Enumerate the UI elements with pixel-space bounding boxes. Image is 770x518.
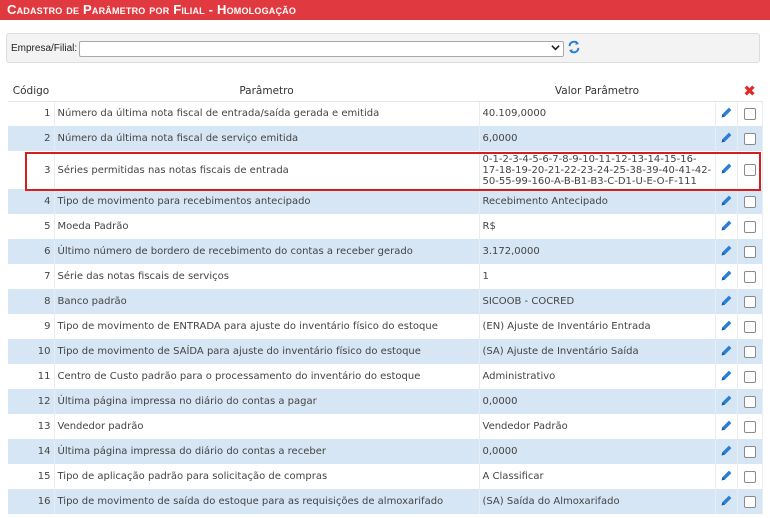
cell-code: 15: [8, 464, 54, 489]
cell-param: Moeda Padrão: [54, 214, 479, 239]
table-row: [8, 239, 762, 264]
table-row: [8, 264, 762, 289]
chevron-down-icon: [551, 42, 560, 57]
cell-code: 4: [8, 189, 54, 214]
edit-button[interactable]: [715, 464, 737, 489]
edit-button[interactable]: [715, 364, 737, 389]
edit-button[interactable]: [715, 189, 737, 214]
company-filter-select[interactable]: [79, 41, 564, 57]
parameters-table: [8, 81, 763, 514]
edit-button[interactable]: [715, 389, 737, 414]
edit-button[interactable]: [715, 126, 737, 151]
edit-button[interactable]: [715, 214, 737, 239]
delete-x-icon: ✖: [743, 81, 756, 100]
cell-code: 6: [8, 239, 54, 264]
cell-value: Recebimento Antecipado: [479, 189, 715, 214]
row-checkbox[interactable]: [744, 133, 756, 145]
table-row: [8, 126, 762, 151]
refresh-icon[interactable]: [566, 40, 582, 56]
edit-button[interactable]: [715, 439, 737, 464]
cell-value: R$: [479, 214, 715, 239]
cell-param: Banco padrão: [54, 289, 479, 314]
pencil-icon: [719, 344, 733, 358]
table-row: [8, 339, 762, 364]
cell-value: 0,0000: [479, 389, 715, 414]
cell-value: 0,0000: [479, 439, 715, 464]
table-row: [8, 364, 762, 389]
row-checkbox[interactable]: [744, 321, 756, 333]
table-row: [8, 289, 762, 314]
row-checkbox[interactable]: [744, 396, 756, 408]
row-checkbox[interactable]: [744, 108, 756, 120]
pencil-icon: [719, 162, 733, 176]
edit-button[interactable]: [715, 314, 737, 339]
cell-param: Tipo de aplicação padrão para solicitação de compras: [54, 464, 479, 489]
filter-bar: [6, 33, 760, 63]
cell-value: SICOOB - COCRED: [479, 289, 715, 314]
table-row: [8, 464, 762, 489]
pencil-icon: [719, 219, 733, 233]
cell-value: A Classificar: [479, 464, 715, 489]
cell-param: Tipo de movimento de SAÍDA para ajuste do inventário físico do estoque: [54, 339, 479, 364]
row-checkbox[interactable]: [744, 246, 756, 258]
table-row: [8, 214, 762, 239]
edit-button[interactable]: [715, 239, 737, 264]
pencil-icon: [719, 419, 733, 433]
cell-value: 0-1-2-3-4-5-6-7-8-9-10-11-12-13-14-15-16-17-18-19-20-21-22-23-24-25-38-39-40-41-42-50-55-99-160-A-B-B1-B3-C-D1-U-E-O-F-111: [479, 151, 715, 189]
cell-param: Tipo de movimento de ENTRADA para ajuste do inventário físico do estoque: [54, 314, 479, 339]
cell-value: (SA) Saída do Almoxarifado: [479, 489, 715, 514]
cell-param: Centro de Custo padrão para o processamento do inventário do estoque: [54, 364, 479, 389]
table-row: [8, 489, 762, 514]
column-header-value: Valor Parâmetro: [479, 81, 715, 101]
cell-value: 1: [479, 264, 715, 289]
edit-button[interactable]: [715, 101, 737, 126]
pencil-icon: [719, 319, 733, 333]
cell-value: (SA) Ajuste de Inventário Saída: [479, 339, 715, 364]
cell-code: 13: [8, 414, 54, 439]
row-checkbox[interactable]: [744, 164, 756, 176]
cell-value: Administrativo: [479, 364, 715, 389]
table-row: [8, 151, 762, 189]
cell-code: 12: [8, 389, 54, 414]
edit-button[interactable]: [715, 414, 737, 439]
company-filter-label: Empresa/Filial:: [11, 43, 78, 54]
cell-value: Vendedor Padrão: [479, 414, 715, 439]
cell-param: Último número de bordero de recebimento do contas a receber gerado: [54, 239, 479, 264]
cell-param: Séries permitidas nas notas fiscais de entrada: [54, 151, 479, 189]
cell-param: Última página impressa no diário do contas a pagar: [54, 389, 479, 414]
cell-value: 6,0000: [479, 126, 715, 151]
cell-param: Tipo de movimento para recebimentos antecipado: [54, 189, 479, 214]
column-header-param: Parâmetro: [54, 81, 479, 101]
row-checkbox[interactable]: [744, 296, 756, 308]
page-title: Cadastro de Parâmetro por Filial - Homologação: [0, 0, 770, 20]
edit-button[interactable]: [715, 264, 737, 289]
table-row: [8, 101, 762, 126]
table-row: [8, 189, 762, 214]
cell-value: 40.109,0000: [479, 101, 715, 126]
row-checkbox[interactable]: [744, 271, 756, 283]
pencil-icon: [719, 106, 733, 120]
pencil-icon: [719, 469, 733, 483]
pencil-icon: [719, 494, 733, 508]
table-row: [8, 389, 762, 414]
table-header-row: [8, 81, 762, 101]
table-row: [8, 314, 762, 339]
cell-code: 7: [8, 264, 54, 289]
pencil-icon: [719, 244, 733, 258]
edit-button[interactable]: [715, 289, 737, 314]
row-checkbox[interactable]: [744, 421, 756, 433]
cell-value: 3.172,0000: [479, 239, 715, 264]
cell-param: Vendedor padrão: [54, 414, 479, 439]
row-checkbox[interactable]: [744, 446, 756, 458]
cell-code: 11: [8, 364, 54, 389]
row-checkbox[interactable]: [744, 221, 756, 233]
pencil-icon: [719, 269, 733, 283]
cell-param: Última página impressa do diário do contas a receber: [54, 439, 479, 464]
pencil-icon: [719, 194, 733, 208]
cell-param: Tipo de movimento de saída do estoque para as requisições de almoxarifado: [54, 489, 479, 514]
column-header-code: Código: [8, 81, 54, 101]
cell-param: Número da última nota fiscal de entrada/saída gerada e emitida: [54, 101, 479, 126]
cell-code: 3: [8, 151, 54, 189]
cell-code: 8: [8, 289, 54, 314]
pencil-icon: [719, 294, 733, 308]
row-checkbox[interactable]: [744, 196, 756, 208]
cell-code: 1: [8, 101, 54, 126]
edit-button[interactable]: [715, 151, 737, 189]
cell-code: 10: [8, 339, 54, 364]
row-checkbox[interactable]: [744, 471, 756, 483]
edit-button[interactable]: [715, 339, 737, 364]
delete-selected-button[interactable]: [737, 81, 762, 101]
cell-param: Série das notas fiscais de serviços: [54, 264, 479, 289]
pencil-icon: [719, 131, 733, 145]
pencil-icon: [719, 369, 733, 383]
table-row: [8, 439, 762, 464]
cell-code: 16: [8, 489, 54, 514]
row-checkbox[interactable]: [744, 496, 756, 508]
cell-param: Número da última nota fiscal de serviço emitida: [54, 126, 479, 151]
cell-code: 2: [8, 126, 54, 151]
cell-code: 5: [8, 214, 54, 239]
cell-value: (EN) Ajuste de Inventário Entrada: [479, 314, 715, 339]
edit-button[interactable]: [715, 489, 737, 514]
row-checkbox[interactable]: [744, 346, 756, 358]
row-checkbox[interactable]: [744, 371, 756, 383]
table-row: [8, 414, 762, 439]
pencil-icon: [719, 394, 733, 408]
cell-code: 14: [8, 439, 54, 464]
pencil-icon: [719, 444, 733, 458]
cell-code: 9: [8, 314, 54, 339]
